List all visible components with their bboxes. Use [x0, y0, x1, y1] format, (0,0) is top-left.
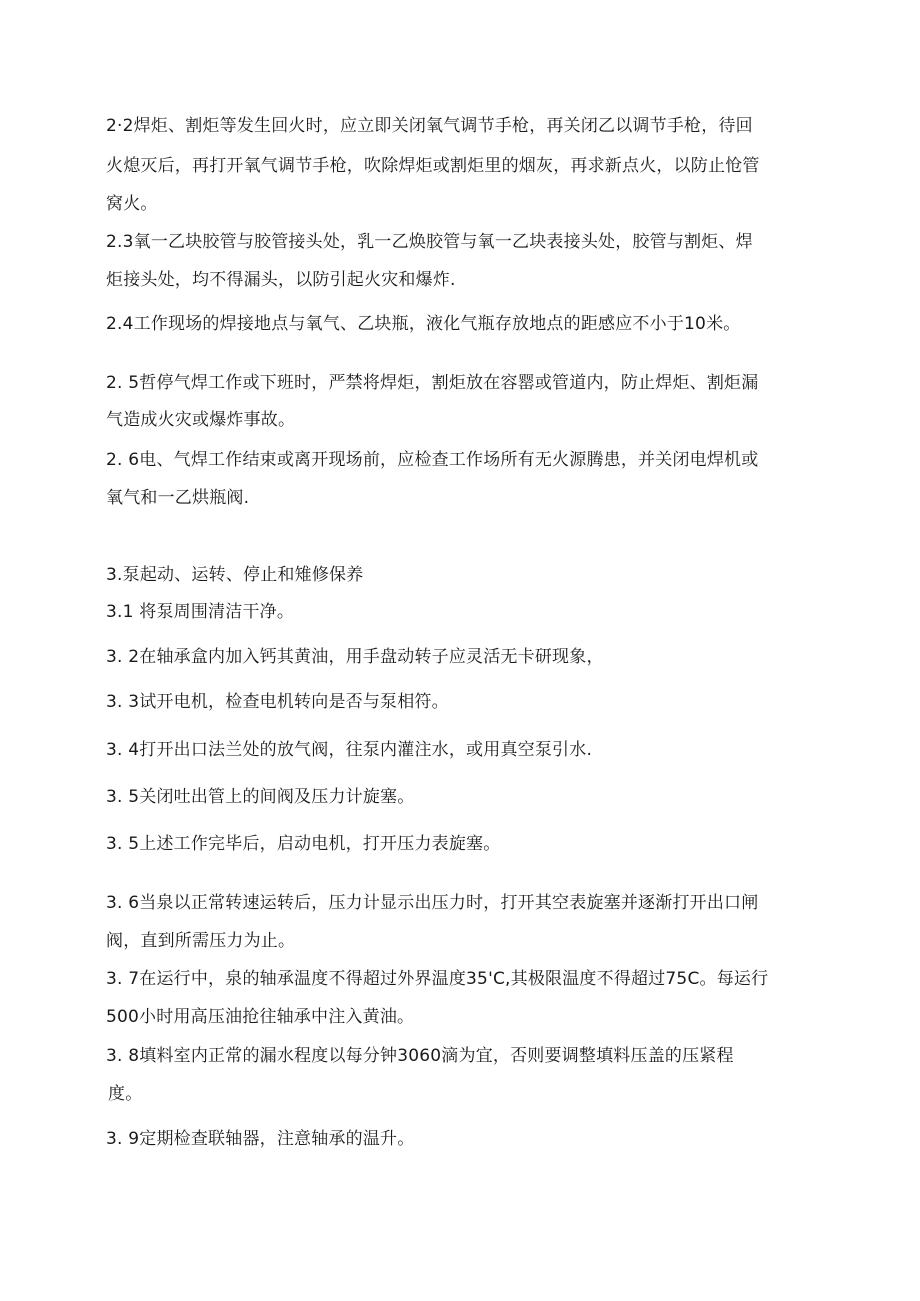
text-line-3-3: 3. 3试开电机，检查电机转向是否与泵相符。	[106, 692, 449, 712]
text-line-3-1: 3.1 将泵周围清洁干净。	[106, 602, 295, 622]
text-line-2-2-b: 火熄灭后，再打开氧气调节手枪，吹除焊炬或割炬里的烟灰，再求新点火，以防止怆管	[106, 156, 760, 176]
text-line-3-4: 3. 4打开出口法兰处的放气阀，往泵内灌注水，或用真空泵引水.	[106, 740, 593, 760]
text-line-3-6-a: 3. 6当泉以正常转速运转后，压力计显示出压力时，打开其空表旋塞并逐渐打开出口闸	[106, 893, 759, 913]
text-line-2-5-a: 2. 5哲停气焊工作或下班时，严禁将焊炬，割炬放在容罂或管道内，防止焊炬、割炬漏	[106, 373, 759, 393]
text-line-2-6-a: 2. 6电、气焊工作结束或离开现场前，应检查工作场所有无火源腾患，并关闭电焊机或	[106, 450, 759, 470]
text-line-2-4: 2.4工作现场的焊接地点与氧气、乙块瓶，液化气瓶存放地点的距感应不小于10米。	[106, 314, 741, 334]
text-line-3-5-b: 3. 5上述工作完毕后，启动电机，打开压力表旋塞。	[106, 834, 501, 854]
text-line-3-7-a: 3. 7在运行中，泉的轴承温度不得超过外界温度35'C,其极限温度不得超过75C。每运行	[106, 969, 769, 989]
text-line-3-9: 3. 9定期检查联轴器，注意轴承的温升。	[106, 1129, 415, 1149]
text-line-3-7-b: 500小时用高压油抢往轴承中注入黄油。	[106, 1007, 415, 1027]
section-heading-3: 3.泵起动、运转、停止和雉修保养	[106, 565, 364, 585]
text-line-3-8-a: 3. 8填料室内正常的漏水程度以每分钟3060滴为宜，否则要调整填料压盖的压紧程	[106, 1046, 734, 1066]
text-line-2-6-b: 氧气和一乙烘瓶阀.	[106, 488, 250, 508]
text-line-2-3-a: 2.3氧一乙块胶管与胶管接头处，乳一乙焕胶管与氧一乙块表接头处，胶管与割炬、焊	[106, 232, 753, 252]
text-line-3-2: 3. 2在轴承盒内加入钙其黄油，用手盘动转子应灵活无卡研现象，	[106, 647, 604, 667]
text-line-2-3-b: 炬接头处，均不得漏头，以防引起火灾和爆炸.	[106, 270, 456, 290]
text-line-2-2-c: 窝火。	[106, 194, 158, 214]
text-line-3-8-b: 度。	[108, 1084, 143, 1104]
text-line-3-5-a: 3. 5关闭吐出管上的间阀及压力计旋塞。	[106, 787, 415, 807]
text-line-2-5-b: 气造成火灾或爆炸事故。	[106, 410, 296, 430]
text-line-2-2-a: 2·2焊炬、割炬等发生回火时，应立即关闭氧气调节手枪，再关闭乙以调节手枪，待回	[106, 116, 753, 136]
text-line-3-6-b: 阀，直到所需压力为止。	[106, 931, 296, 951]
